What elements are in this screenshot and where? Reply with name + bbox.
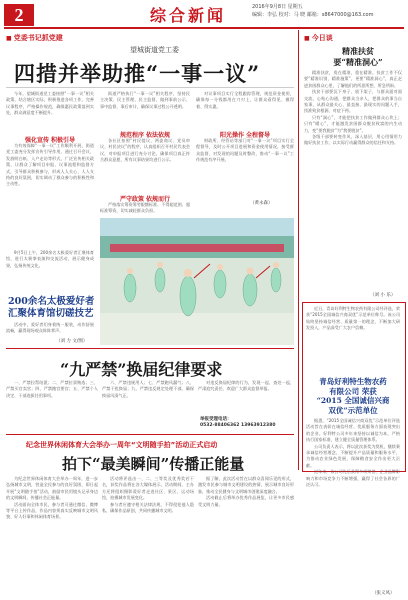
main-headline: 四措并举助推“一事一议” (14, 61, 261, 86)
photo-story-byline: （刘 力 文/图） (56, 339, 88, 344)
reporting-label: 举报受理电话： (200, 417, 232, 422)
column-label-left: ■ 党委书记抓党建 (6, 33, 63, 43)
photo-story-text: 活动中，爱好者们身着统一服装，动作舒展流畅，赢得现场观众阵阵掌声。 (6, 322, 94, 334)
main-text-col1b: 为有效保障“一事一议”工作顺利开展，街道党工委充分发挥宣传引导作用，通过召开会议、发放明白纸、入户走访等形式，广泛宣传相关政策，让群众了解项目申报、议事流程和监督方式，引导群众积极参与，形成人人关心、人人支持的良好氛围，切实调动了群众参与的积极性和主动性。 (6, 143, 94, 187)
discipline-headline: “九严禁”换届纪律要求 (60, 360, 223, 379)
ad-text-top: 近日，青岛好利特生物农药有限公司经评选，荣获“2015全国诚信兴商双优”示范单位称号。该公司始终坚持诚信经营、质量第一的理念，不断加大研发投入，产品深受广大农户信赖。 (306, 306, 400, 331)
taichi-photo-illustration (100, 218, 294, 345)
photo-lead-text: 9月5日上午，200余名太极爱好者汇聚体育馆，进行太极拳表演和交流活动，展示健身成果，弘扬传统文化。 (6, 250, 94, 268)
column-divider (298, 30, 299, 470)
subhead-3: 严守政策 依规而行 (119, 196, 171, 203)
commentary-headline-1: 精准扶贫 (342, 46, 374, 56)
commemoration-text-col1: 为纪念世界休闲体育大会举办一周年，进一步弘扬城市文明，营造全民参与的良好氛围，即日起开展“文明随手拍”活动，鼓励市民用镜头记录身边的文明瞬间，传播社会正能量。 活动面向全体市民，参与者可通过微信、微博等平台上传作品，作品内容须真实反映城市文明风貌、好人好事和休闲体育场景。 (6, 476, 98, 520)
commentary-text-a: 精准扶贫，贵在精准，重在精准。扶贫工作不仅要“精准识别、精准施策”，更要“精准洞心”，真正走进贫困群众心里，了解他们的所思所想、所急所盼。 扶贫干部要沉下身子、放下架子，与群众面对面交流、心贴心沟通，把群众当亲人，把群众的事当自家事，从群众最关心、最直接、最现实的问题入手，找准致贫根源，对症下药。 只有“洞心”，才能把扶贫工作做到群众心坎上；只有“暖心”，才能激发贫困群众脱贫致富的内生动力，变“要我脱贫”为“我要脱贫”。 各级干部要转变作风，深入基层，用心用情用力做好扶贫工作，以实际行动赢得群众的信任和支持。 (304, 70, 402, 146)
subhead-4: 阳光操作 全程督导 (219, 132, 271, 139)
column-label-right: ■ 今日谈 (304, 33, 333, 43)
subhead-1: 强化宣传 积极引导 (24, 137, 76, 144)
ad-text-bottom: 据悉，“2015全国诚信兴商双优”示范单位评选活动旨在表彰在诚信经营、优质服务方面表现突出的企业。好利特公司多年来坚持以诚信为本，严格执行国家标准，建立健全质量管理体系。 公司负责人表示，将以此次获奖为契机，继续秉承诚信经营理念，不断提升产品质量和服务水平，为推动农业绿色发展、保障粮食安全作出更大贡献。 近年来，该公司先后获得多项荣誉，企业品牌影响力和市场竞争力不断增强，赢得了社会各界的广泛认可。 (306, 418, 400, 488)
main-byline: （黄永森） (250, 201, 273, 206)
main-kicker: 望城街道党工委 (130, 46, 179, 54)
main-text-col3a: 对议事项目实行全程跟踪管理，规范资金使用，确保每一分钱都用在刀刃上，让群众看得见、摸得着、得实惠。 (196, 91, 294, 109)
taichi-photo (100, 218, 294, 345)
section-title: 综合新闻 (150, 6, 227, 25)
main-text-col1a: 今年，望城街道党工委按照“一事一议”相关政策，结合辖区实际，积极推进各项工作，完善议事程序，严格操作规范，确保惠民政策落到实处，群众满意度不断提升。 (6, 91, 94, 116)
commentary-byline: （刘 小 乐） (370, 293, 396, 298)
ad-headline-4: 双优”示范单位 (328, 405, 378, 415)
commemoration-text-col3: 据了解，此次活动旨在以群众喜闻乐见的形式，激发市民参与城市文明建设的热情，展示城市良好形象，推动全民健身与文明城市创建深度融合。 活动截止后将举办优秀作品展览，让更多市民感受文明力量。 (198, 476, 294, 507)
main-text-col2b: 各社区按照“村民提议、两委商议、党员审议、村民决议”的程序，认真组织召开村民代表会议，对申报项目进行充分讨论，确保项目真正符合群众意愿，所有议事结果均进行公示。 (100, 138, 190, 163)
ad-byline: （张义凤） (372, 591, 395, 596)
date-line: 2016年9月8日 星期五 (252, 4, 303, 10)
main-text-col3b: 财政所、经管站等部门对“一事一议”项目实行全程督导，及时公开项目进展和资金使用情况，接受群众监督，对发现的问题及时整改，推动“一事一议”工作规范有序开展。 (196, 138, 294, 163)
header-meta (252, 3, 402, 19)
header-rule (4, 27, 404, 29)
ad-headline-2: 有限公司 荣获 (329, 386, 377, 396)
section-rule-2 (6, 434, 294, 435)
reporting-phone: 0532-88406362 13963912380 (200, 423, 276, 428)
main-text-col2a: 街道严格执行“一事一议”相关程序，坚持民主决策、民主管理、民主监督，做到事前公示、事中监督、事后审计，确保议事过程公开透明。 (100, 91, 190, 109)
main-text-col2c: 严格落实筹资筹劳限额标准，不得超范围、超标准筹资，切实减轻群众负担。 (100, 202, 190, 214)
discipline-text-col2: 六、严禁违规用人；七、严禁跑风漏气；八、严禁干扰换届；九、严禁违反规定处理干部，确保换届风清气正。 (102, 380, 194, 398)
commemoration-kicker: 纪念世界休闲体育大会举办一周年“文明随手拍”活动正式启动 (26, 441, 218, 449)
ad-headline-3: “2015 全国诚信兴商 (316, 396, 390, 405)
subhead-2: 规范程序 依法依规 (119, 132, 171, 139)
discipline-text-col3: 对违反换届纪律的行为，发现一起、查处一起，严肃追究责任，欢迎广大群众监督举报。 (198, 380, 294, 392)
section-rule-1 (6, 348, 294, 349)
commentary-headline-2: 要“精准洞心” (333, 57, 383, 67)
page-number: 2 (4, 4, 34, 26)
headline-rule (6, 87, 294, 88)
editor-line: 编辑：李弘 校对：马 晓 邮箱：s8647000@163.com (252, 12, 374, 18)
commemoration-text-col2: 活动将评选出一、二、三等奖及优秀奖若干名，获奖作品将在各大媒体展示。活动期间，主办方还将组织摄影爱好者走进社区、景区、运动场馆，拍摄城市发展变化。 参与者应遵守相关法律法规，不得侵犯他人隐私，确保作品原创，共同传播城市文明。 (102, 476, 194, 514)
commemoration-headline: 拍下“最美瞬间”传播正能量 (62, 455, 245, 473)
ad-headline (306, 377, 400, 415)
photo-story-headline: 200余名太极爱好者汇聚体育馆切磋技艺 (8, 296, 95, 319)
ad-headline-1: 青岛好利特生物农药 (319, 377, 387, 386)
discipline-text-col1: 一、严禁拉帮结派；二、严禁拉票贿选；三、严禁买官卖官；四、严禁跑官要官；五、严禁个人决定、干部选拔任用事项。 (6, 380, 98, 398)
